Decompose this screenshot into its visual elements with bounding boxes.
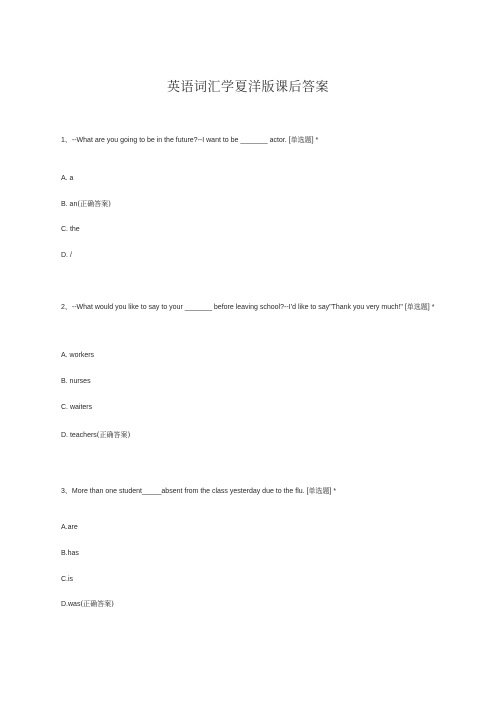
option-label: A.are [61,524,78,531]
option-label: B. nurses [61,378,91,385]
question-1-option-c[interactable] [61,225,80,234]
question-2-option-a[interactable] [61,351,94,360]
question-3-option-b[interactable] [61,549,79,558]
question-3-text: 3、More than one student_____absent from the class yesterday due to the flu. [单选题] * [61,488,337,495]
option-label: D.was [61,601,81,608]
option-label: C.is [61,576,74,583]
question-2-option-d[interactable] [61,431,130,440]
option-label: A. workers [61,352,95,359]
option-label: B.has [61,550,79,557]
correct-answer-mark: (正确答案) [77,200,111,208]
option-label: C. waiters [61,404,93,411]
document-title: 英语词汇学夏洋版课后答案 [166,79,329,94]
question-2-text: 2、--What would you like to say to your _______ before leaving school?--I’d like to say"Thank you very much!" [单选题] * [61,304,435,311]
question-3-option-a[interactable] [61,523,78,532]
question-1-text: 1、--What are you going to be in the future?--I want to be _______ actor. [单选题] * [61,137,319,144]
option-label: A. a [61,175,74,182]
option-label: B. an [61,201,78,208]
question-3-option-d[interactable] [61,600,114,609]
question-1-option-d[interactable] [61,251,72,260]
question-1-option-a[interactable] [61,174,73,183]
option-label: D. teachers [61,432,97,439]
option-label: D. / [61,252,72,259]
question-2-option-c[interactable] [61,403,92,412]
correct-answer-mark: (正确答案) [80,600,114,608]
question-2-option-b[interactable] [61,377,91,386]
question-3-option-c[interactable] [61,575,73,584]
correct-answer-mark: (正确答案) [96,431,131,439]
option-label: C. the [61,226,80,233]
question-1-option-b[interactable] [61,200,111,209]
